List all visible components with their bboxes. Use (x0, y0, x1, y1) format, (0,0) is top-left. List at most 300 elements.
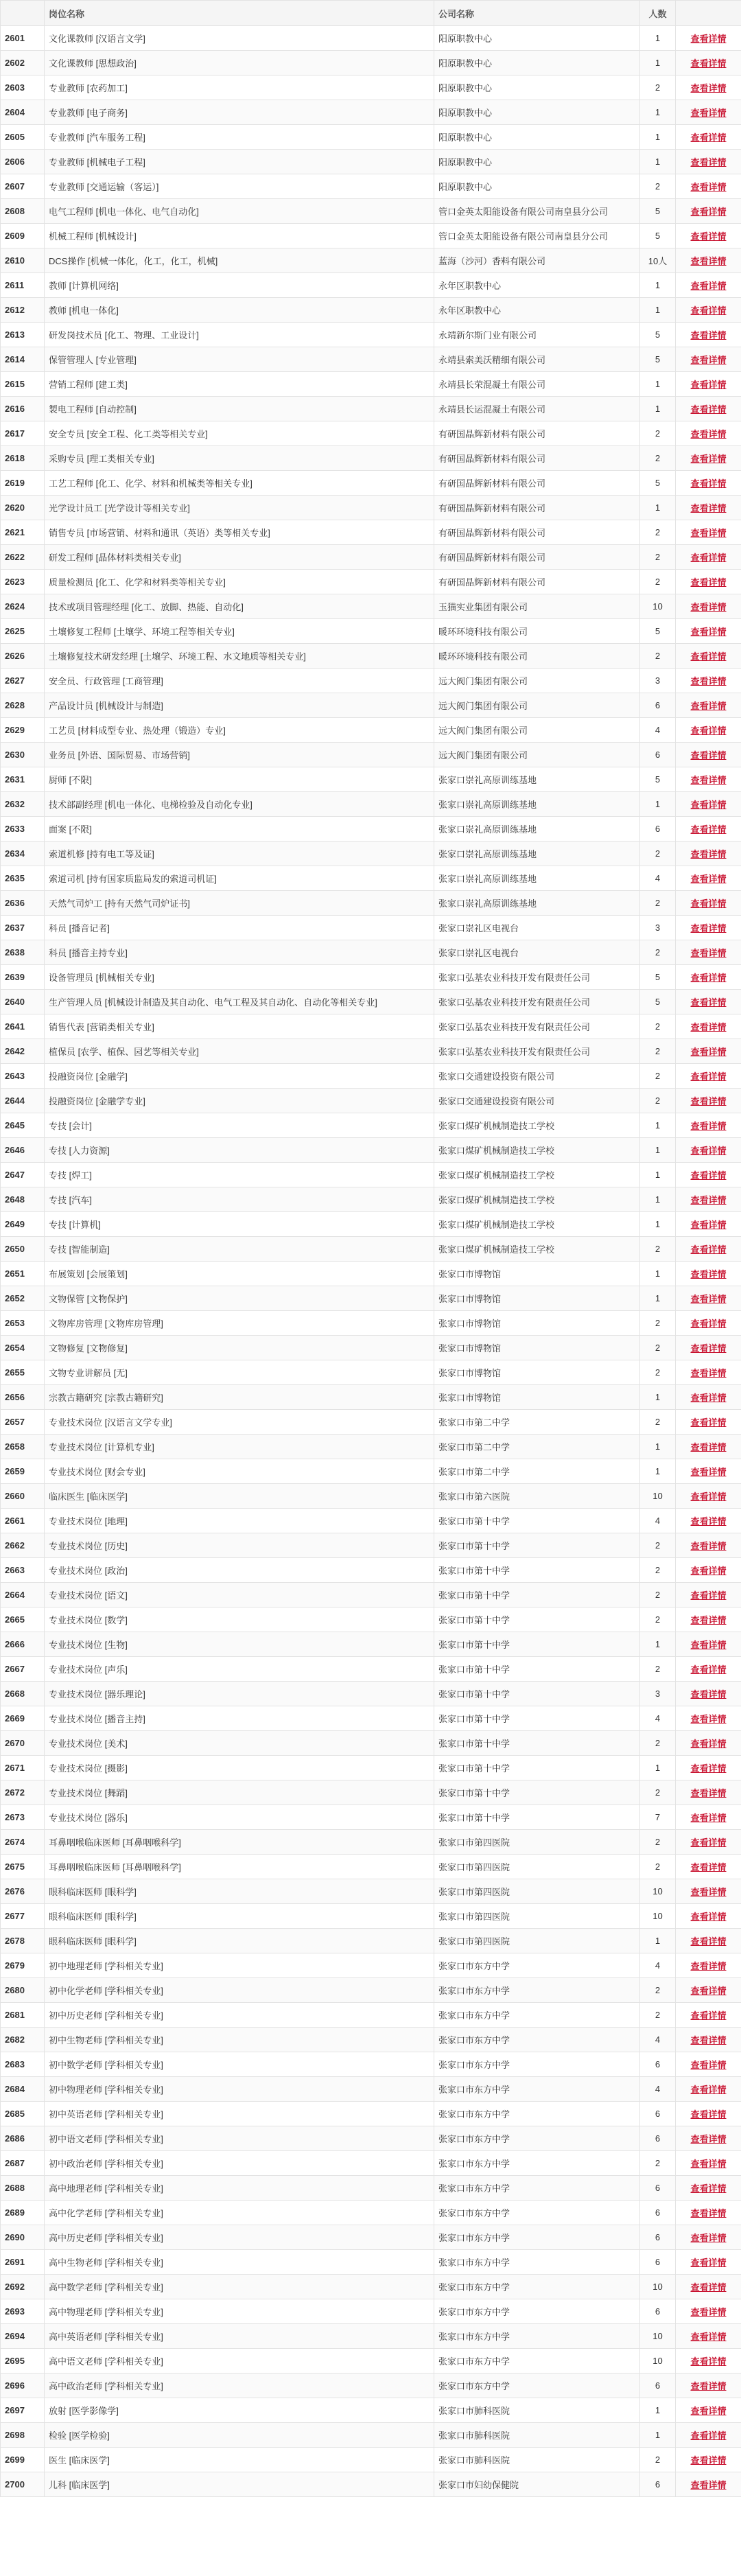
view-details-link[interactable]: 查看详情 (690, 923, 727, 933)
view-details-link[interactable]: 查看详情 (690, 898, 727, 909)
view-details-link[interactable]: 查看详情 (690, 2307, 727, 2317)
view-details-link[interactable]: 查看详情 (690, 2159, 727, 2169)
view-details-link[interactable]: 查看详情 (690, 800, 727, 810)
row-action-cell (676, 2324, 741, 2349)
row-position: 专业技术岗位 [声乐] (45, 1657, 434, 1682)
row-company: 远大阀门集团有限公司 (434, 693, 640, 718)
row-position: 专业技术岗位 [舞蹈] (45, 1780, 434, 1805)
table-row (1, 248, 741, 273)
row-position: 初中语文老师 [学科相关专业] (45, 2126, 434, 2151)
table-row (1, 1583, 741, 1608)
row-count: 4 (640, 2028, 676, 2052)
view-details-link[interactable]: 查看详情 (690, 1417, 727, 1428)
row-position: 产品设计员 [机械设计与制造] (45, 693, 434, 718)
view-details-link[interactable]: 查看详情 (690, 330, 727, 340)
row-position: 临床医生 [临床医学] (45, 1484, 434, 1509)
row-count: 2 (640, 1064, 676, 1089)
view-details-link[interactable]: 查看详情 (690, 231, 727, 242)
row-company: 暖环环境科技有限公司 (434, 619, 640, 644)
view-details-link[interactable]: 查看详情 (690, 1986, 727, 1996)
view-details-link[interactable]: 查看详情 (690, 1096, 727, 1106)
view-details-link[interactable]: 查看详情 (690, 1269, 727, 1279)
row-id: 2604 (1, 100, 45, 125)
row-action-cell (676, 248, 741, 273)
row-position: 科员 [播音记者] (45, 916, 434, 940)
view-details-link[interactable]: 查看详情 (690, 1442, 727, 1452)
row-company: 有研国晶辉新材料有限公司 (434, 496, 640, 520)
row-position: 专业技术岗位 [美术] (45, 1731, 434, 1756)
row-position: 设备管理员 [机械相关专业] (45, 965, 434, 990)
row-company: 管口金英太阳能设备有限公司南皇县分公司 (434, 199, 640, 224)
row-id: 2635 (1, 866, 45, 891)
row-action-cell (676, 125, 741, 150)
view-details-link[interactable]: 查看详情 (690, 1837, 727, 1848)
view-details-link[interactable]: 查看详情 (690, 157, 727, 167)
row-count: 1 (640, 298, 676, 323)
row-count: 6 (640, 2250, 676, 2275)
table-row (1, 767, 741, 792)
row-id: 2616 (1, 397, 45, 421)
row-action-cell (676, 347, 741, 372)
view-details-link[interactable]: 查看详情 (690, 2480, 727, 2490)
row-action-cell (676, 1336, 741, 1360)
table-row (1, 1879, 741, 1904)
row-company: 张家口交通建设投资有限公司 (434, 1064, 640, 1089)
row-company: 张家口市第四医院 (434, 1879, 640, 1904)
row-action-cell (676, 1706, 741, 1731)
table-row (1, 1953, 741, 1978)
table-row (1, 891, 741, 916)
row-position: 专业技术岗位 [数学] (45, 1608, 434, 1632)
row-action-cell (676, 2423, 741, 2448)
view-details-link[interactable]: 查看详情 (690, 1516, 727, 1527)
view-details-link[interactable]: 查看详情 (690, 651, 727, 662)
row-action-cell (676, 1509, 741, 1533)
row-action-cell (676, 2201, 741, 2225)
row-company: 张家口崇礼高原训练基地 (434, 891, 640, 916)
view-details-link[interactable]: 查看详情 (690, 132, 727, 143)
row-id: 2674 (1, 1830, 45, 1855)
view-details-link[interactable]: 查看详情 (690, 1492, 727, 1502)
view-details-link[interactable]: 查看详情 (690, 2455, 727, 2465)
view-details-link[interactable]: 查看详情 (690, 948, 727, 958)
row-count: 6 (640, 693, 676, 718)
row-id: 2663 (1, 1558, 45, 1583)
view-details-link[interactable]: 查看详情 (690, 2010, 727, 2021)
row-action-cell (676, 2003, 741, 2028)
row-action-cell (676, 26, 741, 51)
row-position: 投融资岗位 [金融学] (45, 1064, 434, 1089)
view-details-link[interactable]: 查看详情 (690, 2233, 727, 2243)
view-details-link[interactable]: 查看详情 (690, 1170, 727, 1181)
view-details-link[interactable]: 查看详情 (690, 2282, 727, 2293)
view-details-link[interactable]: 查看详情 (690, 1319, 727, 1329)
row-id: 2650 (1, 1237, 45, 1262)
table-row (1, 1311, 741, 1336)
table-row (1, 1706, 741, 1731)
row-company: 张家口市第四医院 (434, 1904, 640, 1929)
row-company: 有研国晶辉新材料有限公司 (434, 545, 640, 570)
view-details-link[interactable]: 查看详情 (690, 1763, 727, 1774)
view-details-link[interactable]: 查看详情 (690, 2060, 727, 2070)
view-details-link[interactable]: 查看详情 (690, 775, 727, 785)
row-action-cell (676, 298, 741, 323)
row-action-cell (676, 2472, 741, 2497)
row-id: 2609 (1, 224, 45, 248)
row-company: 张家口市第六医院 (434, 1484, 640, 1509)
view-details-link[interactable]: 查看详情 (690, 281, 727, 291)
row-id: 2665 (1, 1608, 45, 1632)
row-count: 2 (640, 940, 676, 965)
view-details-link[interactable]: 查看详情 (690, 2208, 727, 2218)
view-details-link[interactable]: 查看详情 (690, 874, 727, 884)
view-details-link[interactable]: 查看详情 (690, 973, 727, 983)
view-details-link[interactable]: 查看详情 (690, 1590, 727, 1601)
row-id: 2648 (1, 1187, 45, 1212)
view-details-link[interactable]: 查看详情 (690, 305, 727, 316)
table-row (1, 842, 741, 866)
row-count: 5 (640, 619, 676, 644)
row-action-cell (676, 1731, 741, 1756)
view-details-link[interactable]: 查看详情 (690, 2109, 727, 2120)
row-position: 耳鼻咽喉临床医师 [耳鼻咽喉科学] (45, 1830, 434, 1855)
view-details-link[interactable]: 查看详情 (690, 1788, 727, 1798)
row-position: 生产管理人员 [机械设计制造及其自动化、电气工程及其自动化、自动化等相关专业] (45, 990, 434, 1014)
view-details-link[interactable]: 查看详情 (690, 553, 727, 563)
view-details-link[interactable]: 查看详情 (690, 1961, 727, 1971)
row-count: 6 (640, 2052, 676, 2077)
view-details-link[interactable]: 查看详情 (690, 83, 727, 93)
view-details-link[interactable]: 查看详情 (690, 1294, 727, 1304)
view-details-link[interactable]: 查看详情 (690, 1936, 727, 1947)
view-details-link[interactable]: 查看详情 (690, 1121, 727, 1131)
view-details-link[interactable]: 查看详情 (690, 355, 727, 365)
view-details-link[interactable]: 查看详情 (690, 676, 727, 686)
view-details-link[interactable]: 查看详情 (690, 256, 727, 266)
row-company: 张家口市第四医院 (434, 1855, 640, 1879)
row-id: 2660 (1, 1484, 45, 1509)
row-position: 工艺工程师 [化工、化学、材料和机械类等相关专业] (45, 471, 434, 496)
row-position: 专业教师 [电子商务] (45, 100, 434, 125)
row-action-cell (676, 496, 741, 520)
table-row (1, 2299, 741, 2324)
row-count: 2 (640, 1014, 676, 1039)
table-row (1, 570, 741, 594)
row-company: 阳原职教中心 (434, 26, 640, 51)
row-company: 永靖县长运混凝土有限公司 (434, 397, 640, 421)
row-company: 蓝海（沙河）香料有限公司 (434, 248, 640, 273)
row-count: 2 (640, 1731, 676, 1756)
row-position: 专业技术岗位 [政治] (45, 1558, 434, 1583)
row-company: 张家口市第十中学 (434, 1780, 640, 1805)
row-count: 1 (640, 150, 676, 174)
table-row (1, 1014, 741, 1039)
row-action-cell (676, 570, 741, 594)
table-row (1, 1830, 741, 1855)
view-details-link[interactable]: 查看详情 (690, 454, 727, 464)
header-id (1, 1, 45, 26)
table-row (1, 347, 741, 372)
row-position: 高中政治老师 [学科相关专业] (45, 2374, 434, 2398)
view-details-link[interactable]: 查看详情 (690, 1739, 727, 1749)
view-details-link[interactable]: 查看详情 (690, 1566, 727, 1576)
row-id: 2611 (1, 273, 45, 298)
row-company: 张家口市第二中学 (434, 1410, 640, 1435)
row-count: 5 (640, 471, 676, 496)
table-row (1, 1336, 741, 1360)
row-position: 初中历史老师 [学科相关专业] (45, 2003, 434, 2028)
row-company: 张家口市东方中学 (434, 2052, 640, 2077)
row-count: 1 (640, 1187, 676, 1212)
table-row (1, 2349, 741, 2374)
table-row (1, 273, 741, 298)
row-position: 製电工程师 [自动控制] (45, 397, 434, 421)
view-details-link[interactable]: 查看详情 (690, 1813, 727, 1823)
view-details-link[interactable]: 查看详情 (690, 750, 727, 761)
view-details-link[interactable]: 查看详情 (690, 1047, 727, 1057)
table-row (1, 421, 741, 446)
table-row (1, 792, 741, 817)
row-company: 张家口市博物馆 (434, 1286, 640, 1311)
table-row (1, 1138, 741, 1163)
row-count: 2 (640, 545, 676, 570)
row-id: 2642 (1, 1039, 45, 1064)
view-details-link[interactable]: 查看详情 (690, 1195, 727, 1205)
row-company: 张家口市肺科医院 (434, 2448, 640, 2472)
row-action-cell (676, 842, 741, 866)
table-row (1, 174, 741, 199)
row-action-cell (676, 1583, 741, 1608)
row-company: 张家口市东方中学 (434, 2102, 640, 2126)
table-row (1, 51, 741, 76)
row-position: 文物修复 [文物修复] (45, 1336, 434, 1360)
row-id: 2671 (1, 1756, 45, 1780)
row-id: 2694 (1, 2324, 45, 2349)
table-row (1, 2472, 741, 2497)
row-position: 布展策划 [会展策划] (45, 1262, 434, 1286)
table-row (1, 1632, 741, 1657)
row-id: 2686 (1, 2126, 45, 2151)
table-row (1, 1756, 741, 1780)
view-details-link[interactable]: 查看详情 (690, 824, 727, 835)
view-details-link[interactable]: 查看详情 (690, 1640, 727, 1650)
row-position: 专技 [汽车] (45, 1187, 434, 1212)
row-id: 2617 (1, 421, 45, 446)
row-company: 张家口市东方中学 (434, 1953, 640, 1978)
row-position: 初中物理老师 [学科相关专业] (45, 2077, 434, 2102)
row-company: 永年区职教中心 (434, 273, 640, 298)
row-count: 1 (640, 1138, 676, 1163)
view-details-link[interactable]: 查看详情 (690, 58, 727, 69)
view-details-link[interactable]: 查看详情 (690, 726, 727, 736)
view-details-link[interactable]: 查看详情 (690, 627, 727, 637)
row-id: 2601 (1, 26, 45, 51)
view-details-link[interactable]: 查看详情 (690, 1220, 727, 1230)
row-id: 2655 (1, 1360, 45, 1385)
table-row (1, 298, 741, 323)
view-details-link[interactable]: 查看详情 (690, 2134, 727, 2144)
row-count: 2 (640, 1657, 676, 1682)
row-id: 2634 (1, 842, 45, 866)
table-row (1, 1855, 741, 1879)
row-position: 专技 [计算机] (45, 1212, 434, 1237)
row-company: 阳原职教中心 (434, 174, 640, 199)
view-details-link[interactable]: 查看详情 (690, 182, 727, 192)
row-position: 专技 [智能制造] (45, 1237, 434, 1262)
view-details-link[interactable]: 查看详情 (690, 380, 727, 390)
table-row (1, 2225, 741, 2250)
row-count: 1 (640, 2398, 676, 2423)
row-action-cell (676, 2374, 741, 2398)
view-details-link[interactable]: 查看详情 (690, 1244, 727, 1255)
view-details-link[interactable]: 查看详情 (690, 2332, 727, 2342)
table-row (1, 397, 741, 421)
row-count: 10 (640, 2275, 676, 2299)
row-count: 6 (640, 2225, 676, 2250)
row-count: 4 (640, 1953, 676, 1978)
row-count: 6 (640, 2102, 676, 2126)
row-action-cell (676, 76, 741, 100)
view-details-link[interactable]: 查看详情 (690, 528, 727, 538)
row-company: 张家口市东方中学 (434, 2028, 640, 2052)
view-details-link[interactable]: 查看详情 (690, 1343, 727, 1354)
view-details-link[interactable]: 查看详情 (690, 1467, 727, 1477)
row-company: 张家口市第四医院 (434, 1929, 640, 1953)
view-details-link[interactable]: 查看详情 (690, 1689, 727, 1699)
row-action-cell (676, 323, 741, 347)
row-id: 2637 (1, 916, 45, 940)
row-id: 2615 (1, 372, 45, 397)
view-details-link[interactable]: 查看详情 (690, 2183, 727, 2194)
view-details-link[interactable]: 查看详情 (690, 2381, 727, 2391)
row-position: 专业技术岗位 [播音主持] (45, 1706, 434, 1731)
row-position: 营销工程师 [建工类] (45, 372, 434, 397)
row-action-cell (676, 866, 741, 891)
view-details-link[interactable]: 查看详情 (690, 2085, 727, 2095)
view-details-link[interactable]: 查看详情 (690, 2406, 727, 2416)
row-action-cell (676, 594, 741, 619)
view-details-link[interactable]: 查看详情 (690, 1368, 727, 1378)
row-company: 张家口市第二中学 (434, 1459, 640, 1484)
row-action-cell (676, 174, 741, 199)
view-details-link[interactable]: 查看详情 (690, 849, 727, 859)
row-action-cell (676, 1459, 741, 1484)
view-details-link[interactable]: 查看详情 (690, 1022, 727, 1032)
row-id: 2653 (1, 1311, 45, 1336)
row-count: 6 (640, 2374, 676, 2398)
row-position: 高中语文老师 [学科相关专业] (45, 2349, 434, 2374)
row-position: DCS操作 [机械一体化，化工，化工，机械] (45, 248, 434, 273)
row-position: 宗教古籍研究 [宗教古籍研究] (45, 1385, 434, 1410)
row-action-cell (676, 718, 741, 743)
view-details-link[interactable]: 查看详情 (690, 1393, 727, 1403)
row-company: 远大阀门集团有限公司 (434, 743, 640, 767)
view-details-link[interactable]: 查看详情 (690, 1541, 727, 1551)
view-details-link[interactable]: 查看详情 (690, 1071, 727, 1082)
view-details-link[interactable]: 查看详情 (690, 503, 727, 513)
row-position: 文物专业讲解员 [无] (45, 1360, 434, 1385)
row-count: 2 (640, 421, 676, 446)
row-id: 2680 (1, 1978, 45, 2003)
view-details-link[interactable]: 查看详情 (690, 108, 727, 118)
table-row (1, 1237, 741, 1262)
row-action-cell (676, 150, 741, 174)
row-action-cell (676, 199, 741, 224)
row-id: 2678 (1, 1929, 45, 1953)
row-action-cell (676, 1113, 741, 1138)
row-id: 2619 (1, 471, 45, 496)
row-position: 初中地理老师 [学科相关专业] (45, 1953, 434, 1978)
row-action-cell (676, 397, 741, 421)
row-id: 2618 (1, 446, 45, 471)
row-id: 2621 (1, 520, 45, 545)
table-row (1, 2423, 741, 2448)
row-company: 张家口市第十中学 (434, 1706, 640, 1731)
view-details-link[interactable]: 查看详情 (690, 1862, 727, 1872)
view-details-link[interactable]: 查看详情 (690, 2356, 727, 2367)
row-count: 1 (640, 1929, 676, 1953)
row-action-cell (676, 2398, 741, 2423)
view-details-link[interactable]: 查看详情 (690, 1146, 727, 1156)
view-details-link[interactable]: 查看详情 (690, 404, 727, 415)
view-details-link[interactable]: 查看详情 (690, 429, 727, 439)
view-details-link[interactable]: 查看详情 (690, 577, 727, 588)
row-count: 1 (640, 1113, 676, 1138)
row-count: 2 (640, 570, 676, 594)
table-row (1, 1064, 741, 1089)
row-position: 教师 [机电一体化] (45, 298, 434, 323)
row-position: 研发工程师 [晶体材料类相关专业] (45, 545, 434, 570)
view-details-link[interactable]: 查看详情 (690, 2035, 727, 2045)
view-details-link[interactable]: 查看详情 (690, 34, 727, 44)
view-details-link[interactable]: 查看详情 (690, 997, 727, 1008)
row-action-cell (676, 2028, 741, 2052)
row-count: 3 (640, 916, 676, 940)
view-details-link[interactable]: 查看详情 (690, 207, 727, 217)
row-count: 10 (640, 2349, 676, 2374)
row-id: 2651 (1, 1262, 45, 1286)
view-details-link[interactable]: 查看详情 (690, 2258, 727, 2268)
row-id: 2639 (1, 965, 45, 990)
row-count: 4 (640, 718, 676, 743)
row-company: 张家口市东方中学 (434, 2151, 640, 2176)
header-position: 岗位名称 (45, 1, 434, 26)
view-details-link[interactable]: 查看详情 (690, 1714, 727, 1724)
row-id: 2627 (1, 669, 45, 693)
row-company: 张家口市博物馆 (434, 1262, 640, 1286)
view-details-link[interactable]: 查看详情 (690, 1664, 727, 1675)
row-company: 玉猫实业集团有限公司 (434, 594, 640, 619)
row-position: 文化课教师 [汉语言文学] (45, 26, 434, 51)
row-company: 阳原职教中心 (434, 125, 640, 150)
view-details-link[interactable]: 查看详情 (690, 478, 727, 489)
view-details-link[interactable]: 查看详情 (690, 701, 727, 711)
row-company: 张家口市第十中学 (434, 1805, 640, 1830)
view-details-link[interactable]: 查看详情 (690, 1912, 727, 1922)
row-position: 研发岗技术员 [化工、物理、工业设计] (45, 323, 434, 347)
view-details-link[interactable]: 查看详情 (690, 1615, 727, 1625)
row-action-cell (676, 2448, 741, 2472)
row-company: 张家口市东方中学 (434, 1978, 640, 2003)
row-company: 张家口市东方中学 (434, 2275, 640, 2299)
view-details-link[interactable]: 查看详情 (690, 1887, 727, 1897)
view-details-link[interactable]: 查看详情 (690, 602, 727, 612)
row-company: 张家口市第十中学 (434, 1558, 640, 1583)
row-position: 专业技术岗位 [器乐理论] (45, 1682, 434, 1706)
row-action-cell (676, 100, 741, 125)
view-details-link[interactable]: 查看详情 (690, 2430, 727, 2441)
row-action-cell (676, 767, 741, 792)
